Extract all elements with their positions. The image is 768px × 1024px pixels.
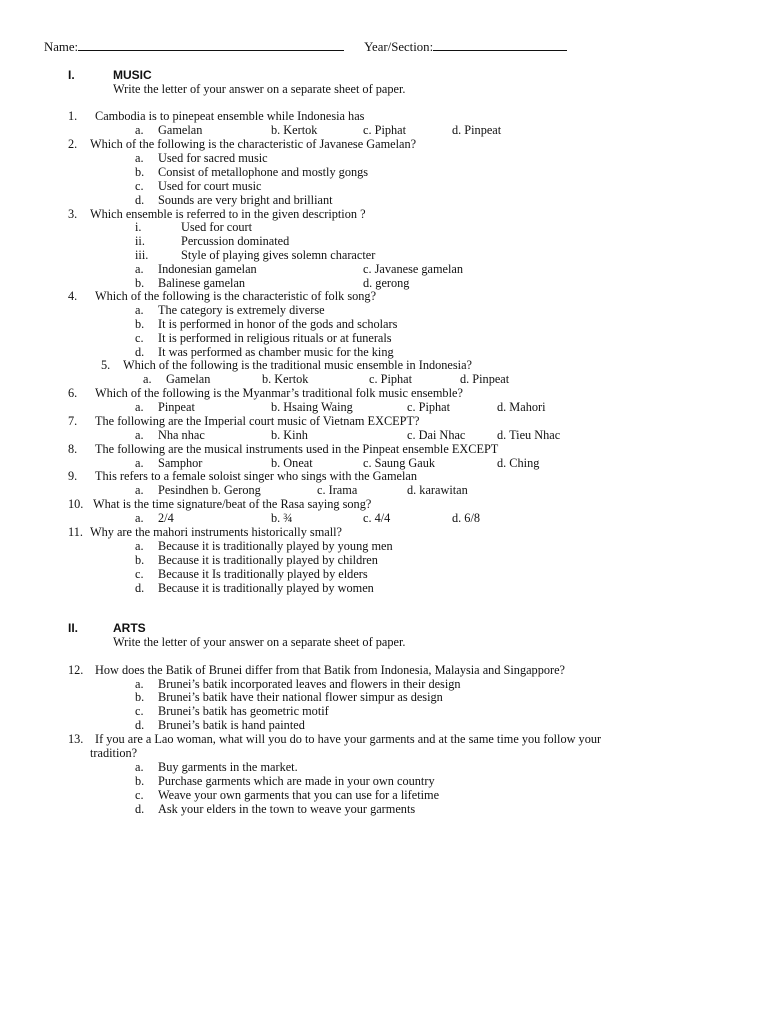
option-letter: b. — [135, 317, 145, 331]
option-text: Indonesian gamelan — [158, 262, 257, 276]
option-text: It is performed in religious rituals or at funerals — [158, 331, 392, 345]
question-number: 13. — [68, 732, 84, 746]
option-letter: a. — [135, 511, 144, 525]
option-text: Ask your elders in the town to weave your garments — [158, 802, 416, 816]
question-number: 9. — [68, 469, 78, 483]
option: c. Javanese gamelan — [363, 262, 464, 276]
option-text: Because it Is traditionally played by elders — [158, 567, 368, 581]
option-text: The category is extremely diverse — [158, 303, 325, 317]
option: d. gerong — [363, 276, 410, 290]
option-text: Brunei’s batik has geometric motif — [158, 704, 329, 718]
option-text: Used for sacred music — [158, 151, 268, 165]
year-section-label: Year/Section: — [364, 40, 434, 54]
question-text: Cambodia is to pinepeat ensemble while Indonesia has — [95, 109, 365, 123]
option-text: Buy garments in the market. — [158, 760, 298, 774]
option-letter: d. — [135, 193, 145, 207]
option-text: Nha nhac — [158, 428, 205, 442]
option: d. karawitan — [407, 483, 468, 497]
option-text: Pesindhen b. Gerong — [158, 483, 261, 497]
option-letter: b. — [135, 553, 145, 567]
option-text: Samphor — [158, 456, 203, 470]
question-number: 2. — [68, 137, 78, 151]
question-text: Which of the following is the traditional music ensemble in Indonesia? — [123, 358, 473, 372]
question-text: The following are the Imperial court music of Vietnam EXCEPT? — [95, 414, 420, 428]
option-text: 2/4 — [158, 511, 174, 525]
question-text-continued: tradition? — [90, 746, 138, 760]
option-letter: a. — [135, 400, 144, 414]
question-number: 4. — [68, 289, 78, 303]
question-number: 11. — [68, 525, 83, 539]
option-letter: a. — [135, 456, 144, 470]
option-letter: d. — [135, 718, 145, 732]
option-text: Consist of metallophone and mostly gongs — [158, 165, 369, 179]
section-1-title: MUSIC — [113, 68, 152, 82]
option-text: Because it is traditionally played by children — [158, 553, 378, 567]
option-text: Brunei’s batik have their national flower simpur as design — [158, 690, 443, 704]
section-2-instruction: Write the letter of your answer on a separate sheet of paper. — [113, 635, 406, 649]
section-2-numeral: II. — [68, 621, 79, 635]
option-letter: a. — [135, 428, 144, 442]
option: b. Hsaing Waing — [271, 400, 353, 414]
option-text: Balinese gamelan — [158, 276, 246, 290]
header-line — [44, 39, 567, 54]
option-text: Because it is traditionally played by women — [158, 581, 374, 595]
option-text: Brunei’s batik incorporated leaves and flowers in their design — [158, 677, 461, 691]
option: b. Kertok — [262, 372, 309, 386]
option-letter: b. — [135, 165, 145, 179]
option-letter: a. — [135, 483, 144, 497]
option-text: Gamelan — [158, 123, 203, 137]
option-text: Weave your own garments that you can use for a lifetime — [158, 788, 440, 802]
option-letter: a. — [135, 303, 144, 317]
question-text: What is the time signature/beat of the Rasa saying song? — [93, 497, 372, 511]
roman-numeral: iii. — [135, 248, 149, 262]
question-number: 1. — [68, 109, 78, 123]
option: d. Pinpeat — [452, 123, 502, 137]
option-text: Gamelan — [166, 372, 211, 386]
option-letter: c. — [135, 704, 144, 718]
question-text: How does the Batik of Brunei differ from that Batik from Indonesia, Malaysia and Singappore? — [95, 663, 566, 677]
roman-numeral: ii. — [135, 234, 145, 248]
option-letter: a. — [135, 677, 144, 691]
statement-text: Used for court — [181, 220, 253, 234]
option: d. Tieu Nhac — [497, 428, 561, 442]
section-1-numeral: I. — [68, 68, 75, 82]
option-letter: b. — [135, 276, 145, 290]
question-text: If you are a Lao woman, what will you do to have your garments and at the same time you follow your — [95, 732, 602, 746]
option: b. ¾ — [271, 511, 293, 525]
option-letter: d. — [135, 345, 145, 359]
option: c. Piphat — [369, 372, 413, 386]
question-number: 3. — [68, 207, 78, 221]
option: d. Pinpeat — [460, 372, 510, 386]
option: c. Piphat — [407, 400, 451, 414]
statement-text: Percussion dominated — [181, 234, 290, 248]
option-letter: c. — [135, 179, 144, 193]
question-number: 12. — [68, 663, 84, 677]
option-text: It is performed in honor of the gods and scholars — [158, 317, 398, 331]
option-letter: a. — [135, 539, 144, 553]
statement-text: Style of playing gives solemn character — [181, 248, 376, 262]
section-1-instruction: Write the letter of your answer on a separate sheet of paper. — [113, 82, 406, 96]
option-letter: b. — [135, 690, 145, 704]
option: b. Oneat — [271, 456, 313, 470]
question-number: 6. — [68, 386, 78, 400]
option-letter: a. — [135, 262, 144, 276]
option-text: Pinpeat — [158, 400, 195, 414]
option-letter: a. — [135, 123, 144, 137]
option: c. Piphat — [363, 123, 407, 137]
option: c. Irama — [317, 483, 358, 497]
question-text: Which of the following is the characteristic of folk song? — [95, 289, 377, 303]
option: d. 6/8 — [452, 511, 481, 525]
option-letter: c. — [135, 788, 144, 802]
option: d. Ching — [497, 456, 540, 470]
option: c. 4/4 — [363, 511, 391, 525]
option-text: Brunei’s batik is hand painted — [158, 718, 305, 732]
option-text: Because it is traditionally played by young men — [158, 539, 393, 553]
question-text: Which ensemble is referred to in the given description ? — [90, 207, 366, 221]
year-section-blank — [433, 39, 567, 51]
name-label: Name: — [44, 40, 79, 54]
option-text: Sounds are very bright and brilliant — [158, 193, 333, 207]
section-2-title: ARTS — [113, 621, 146, 635]
question-text: Which of the following is the Myanmar’s traditional folk music ensemble? — [95, 386, 463, 400]
option: d. Mahori — [497, 400, 546, 414]
option: c. Saung Gauk — [363, 456, 436, 470]
option-text: It was performed as chamber music for the king — [158, 345, 394, 359]
option-letter: c. — [135, 331, 144, 345]
question-text: Which of the following is the characteristic of Javanese Gamelan? — [90, 137, 417, 151]
option-letter: c. — [135, 567, 144, 581]
option-text: Used for court music — [158, 179, 262, 193]
question-text: This refers to a female soloist singer who sings with the Gamelan — [95, 469, 418, 483]
question-number: 7. — [68, 414, 78, 428]
question-number: 10. — [68, 497, 84, 511]
option: b. Kertok — [271, 123, 318, 137]
option-letter: a. — [135, 151, 144, 165]
option-text: Purchase garments which are made in your own country — [158, 774, 435, 788]
roman-numeral: i. — [135, 220, 142, 234]
option-letter: d. — [135, 802, 145, 816]
option-letter: a. — [143, 372, 152, 386]
question-text: Why are the mahori instruments historically small? — [90, 525, 343, 539]
option-letter: b. — [135, 774, 145, 788]
question-number: 5. — [101, 358, 111, 372]
question-text: The following are the musical instruments used in the Pinpeat ensemble EXCEPT — [95, 442, 499, 456]
option: b. Kinh — [271, 428, 308, 442]
option-letter: a. — [135, 760, 144, 774]
question-number: 8. — [68, 442, 78, 456]
option: c. Dai Nhac — [407, 428, 466, 442]
name-blank — [78, 39, 344, 51]
option-letter: d. — [135, 581, 145, 595]
